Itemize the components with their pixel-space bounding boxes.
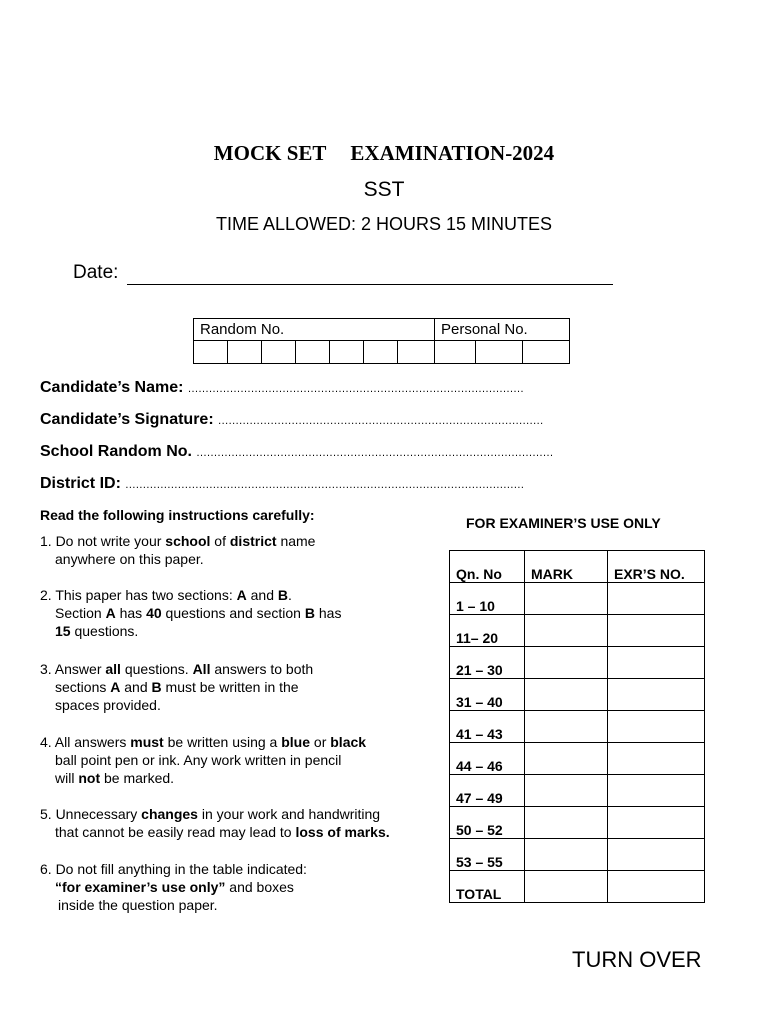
mark-cell [525, 775, 608, 807]
question-range: 21 – 30 [450, 647, 525, 679]
personal-no-box [435, 341, 476, 364]
random-no-box [262, 341, 296, 364]
time-allowed: TIME ALLOWED: 2 HOURS 15 MINUTES [215, 214, 553, 234]
mark-cell [525, 839, 608, 871]
question-range: 50 – 52 [450, 807, 525, 839]
mark-cell [525, 615, 608, 647]
examiner-no-cell [608, 871, 705, 903]
examiner-no-cell [608, 775, 705, 807]
random-no-box [330, 341, 364, 364]
column-header: EXR’S NO. [608, 551, 705, 583]
candidate-signature-field: Candidate’s Signature: ………………………………………………………………………………… [40, 411, 544, 428]
personal-no-box [523, 341, 570, 364]
turn-over-label: TURN OVER [572, 947, 702, 972]
table-row [450, 807, 705, 839]
question-range: 44 – 46 [450, 743, 525, 775]
examiner-marks-table [449, 550, 705, 903]
total-label: TOTAL [450, 871, 525, 903]
random-no-box [398, 341, 435, 364]
table-row [450, 711, 705, 743]
table-row [450, 775, 705, 807]
district-id-field: District ID: …………………………………………………………………………………………………… [40, 475, 524, 492]
mark-cell [525, 711, 608, 743]
instruction-6: 6. Do not fill anything in the table indicated: “for examiner’s use only” and boxes inside the question paper. [40, 861, 307, 913]
date-label: Date: [73, 262, 119, 283]
random-no-box [364, 341, 398, 364]
date-line [127, 284, 613, 285]
exam-title [0, 141, 768, 166]
personal-no-header: Personal No. [435, 319, 570, 341]
random-no-box [194, 341, 228, 364]
instruction-4: 4. All answers must be written using a blue or black ball point pen or ink. Any work written in pencil will not be marked. [40, 734, 367, 786]
random-no-header: Random No. [194, 319, 435, 341]
table-row [450, 647, 705, 679]
examiner-no-cell [608, 615, 705, 647]
table-row [450, 583, 705, 615]
total-row [450, 871, 705, 903]
instruction-3: 3. Answer all questions. All answers to both sections A and B must be written in the spaces provided. [40, 661, 314, 713]
subject-title: SST [363, 178, 405, 201]
table-header-row [450, 551, 705, 583]
exam-title-left: MOCK SET [213, 141, 327, 165]
examiner-no-cell [608, 711, 705, 743]
table-row [450, 743, 705, 775]
mark-cell [525, 679, 608, 711]
instruction-5: 5. Unnecessary changes in your work and handwriting that cannot be easily read may lead to loss of marks. [40, 806, 390, 840]
exam-title-right: EXAMINATION-2024 [350, 141, 555, 165]
instruction-1: 1. Do not write your school of district name anywhere on this paper. [40, 533, 316, 567]
question-range: 53 – 55 [450, 839, 525, 871]
question-range: 47 – 49 [450, 775, 525, 807]
question-range: 41 – 43 [450, 711, 525, 743]
examiner-no-cell [608, 807, 705, 839]
question-range: 31 – 40 [450, 679, 525, 711]
mark-cell [525, 743, 608, 775]
candidate-number-table [193, 318, 570, 364]
examiner-no-cell [608, 839, 705, 871]
personal-no-box [476, 341, 523, 364]
examiner-no-cell [608, 743, 705, 775]
random-no-box [296, 341, 330, 364]
mark-cell [525, 583, 608, 615]
mark-cell [525, 871, 608, 903]
question-range: 1 – 10 [450, 583, 525, 615]
table-row [450, 679, 705, 711]
examiner-no-cell [608, 679, 705, 711]
examiner-no-cell [608, 647, 705, 679]
table-row [450, 615, 705, 647]
instruction-2: 2. This paper has two sections: A and B. Section A has 40 questions and section B has 15 questions. [40, 587, 342, 639]
mark-cell [525, 807, 608, 839]
candidate-name-field: Candidate’s Name: …………………………………………………………………………………… [40, 379, 524, 396]
question-range: 11– 20 [450, 615, 525, 647]
examiner-no-cell [608, 583, 705, 615]
column-header: MARK [525, 551, 608, 583]
school-random-no-field: School Random No. ………………………………………………………………………………………… [40, 443, 553, 460]
mark-cell [525, 647, 608, 679]
examiner-use-heading: FOR EXAMINER’S USE ONLY [466, 515, 661, 531]
random-no-box [228, 341, 262, 364]
instructions-heading: Read the following instructions carefully: [40, 507, 315, 523]
column-header: Qn. No [450, 551, 525, 583]
table-row [450, 839, 705, 871]
